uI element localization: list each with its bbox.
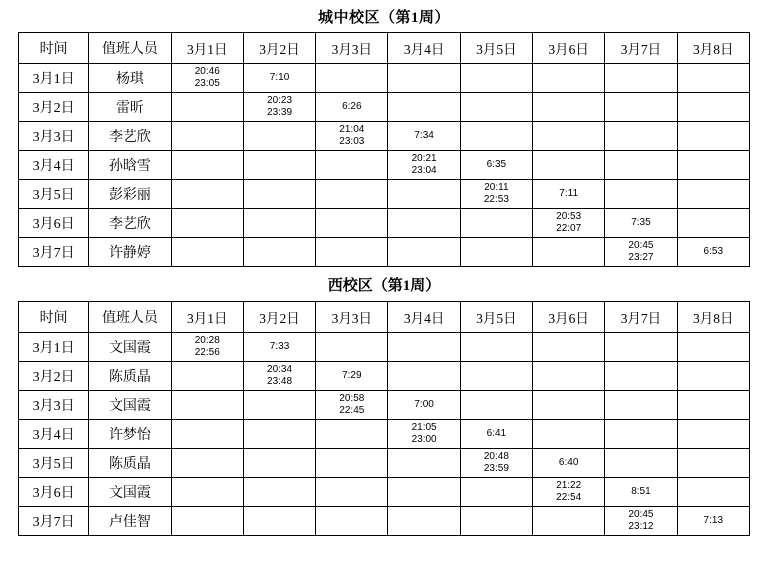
time-cell [677,93,749,122]
time-cell [605,507,677,536]
time-cell [533,507,605,536]
row-date: 3月1日 [19,333,89,362]
header-date-6: 3月6日 [533,302,605,333]
time-in: 20:45 [628,239,654,251]
time-cell [243,333,315,362]
time-cell [460,238,532,267]
time-cell [243,209,315,238]
time-cell [388,333,460,362]
time-in: 20:11 [484,181,509,193]
time-morning: 7:13 [703,515,724,527]
time-in: 20:53 [556,210,582,222]
time-cell [605,238,677,267]
time-morning: 7:33 [269,341,290,353]
time-in: 21:22 [556,479,582,491]
time-morning: 7:29 [342,370,362,382]
schedule-table-xixiaoqu [18,301,750,536]
table-header-row [19,33,750,64]
time-cell [171,333,243,362]
time-in: 21:05 [411,421,437,433]
time-cell [533,478,605,507]
time-cell [533,420,605,449]
time-cell [677,238,749,267]
time-cell [460,362,532,391]
table-row [19,238,750,267]
time-cell [388,93,460,122]
time-cell [316,362,388,391]
section-title-chengzhong: 城中校区（第1周） [317,10,450,26]
table-row [19,478,750,507]
time-cell [243,478,315,507]
time-cell [605,333,677,362]
time-cell [460,93,532,122]
time-cell [605,64,677,93]
header-date-4: 3月4日 [388,302,460,333]
time-cell [316,333,388,362]
time-in: 20:28 [194,334,220,346]
time-cell [316,122,388,151]
time-cell [605,93,677,122]
time-cell [460,420,532,449]
time-cell [605,362,677,391]
row-date: 3月3日 [19,391,89,420]
time-morning: 6:53 [703,246,724,258]
time-cell [677,449,749,478]
time-cell [677,122,749,151]
table-header-row [19,302,750,333]
time-cell [533,122,605,151]
time-cell [171,180,243,209]
header-date-3: 3月3日 [316,33,388,64]
row-date: 3月4日 [19,151,89,180]
time-out: 23:04 [411,165,437,176]
time-cell [388,180,460,209]
table-row [19,93,750,122]
row-date: 3月6日 [19,209,89,238]
row-person: 李艺欣 [89,122,171,151]
section-title-xixiaoqu: 西校区（第1周） [327,278,441,294]
time-out: 23:05 [194,78,220,89]
time-cell [243,238,315,267]
header-date-1: 3月1日 [171,302,243,333]
time-cell [533,391,605,420]
header-date-4: 3月4日 [388,33,460,64]
time-cell [316,238,388,267]
time-out: 22:07 [556,223,582,234]
row-date: 3月3日 [19,122,89,151]
time-cell [243,391,315,420]
time-cell [316,391,388,420]
table-row [19,507,750,536]
time-out: 22:54 [556,492,582,503]
time-out: 23:48 [267,376,293,387]
time-cell [605,420,677,449]
time-in: 20:58 [339,392,365,404]
time-cell [243,93,315,122]
time-cell [677,209,749,238]
time-out: 22:53 [483,194,509,205]
time-cell [316,93,388,122]
time-cell [605,391,677,420]
time-cell [388,449,460,478]
time-cell [243,507,315,536]
time-cell [171,122,243,151]
time-cell [243,362,315,391]
table-row [19,362,750,391]
table-row [19,64,750,93]
time-cell [460,391,532,420]
time-cell [533,151,605,180]
time-cell [533,238,605,267]
time-cell [605,478,677,507]
header-date-5: 3月5日 [460,33,532,64]
time-cell [533,180,605,209]
time-in: 20:23 [267,94,293,106]
time-cell [605,122,677,151]
row-person: 文国霞 [89,478,171,507]
time-cell [171,238,243,267]
row-person: 文国霞 [89,333,171,362]
time-cell [316,420,388,449]
row-date: 3月2日 [19,362,89,391]
table-row [19,151,750,180]
time-morning: 7:35 [631,217,651,229]
time-cell [605,209,677,238]
time-in: 20:21 [411,152,437,164]
time-in: 20:45 [628,508,654,520]
time-cell [388,238,460,267]
row-date: 3月5日 [19,180,89,209]
time-cell [171,391,243,420]
time-cell [316,64,388,93]
time-cell [533,449,605,478]
time-cell [460,333,532,362]
time-cell [677,420,749,449]
time-cell [171,64,243,93]
time-cell [460,151,532,180]
time-out: 23:59 [483,463,509,474]
time-cell [533,333,605,362]
header-date-8: 3月8日 [677,33,749,64]
header-date-7: 3月7日 [605,33,677,64]
time-cell [316,209,388,238]
time-cell [677,391,749,420]
time-cell [677,478,749,507]
time-cell [171,362,243,391]
header-person: 值班人员 [89,302,171,333]
row-date: 3月4日 [19,420,89,449]
time-morning: 8:51 [631,486,651,498]
row-person: 许梦怡 [89,420,171,449]
time-cell [388,122,460,151]
time-cell [388,151,460,180]
time-cell [171,478,243,507]
row-person: 雷昕 [89,93,171,122]
time-cell [605,151,677,180]
header-date-2: 3月2日 [243,33,315,64]
row-person: 杨琪 [89,64,171,93]
time-cell [388,478,460,507]
time-morning: 7:11 [559,188,579,200]
time-cell [316,151,388,180]
row-date: 3月7日 [19,507,89,536]
row-date: 3月5日 [19,449,89,478]
time-cell [533,93,605,122]
time-in: 20:34 [267,363,293,375]
row-person: 李艺欣 [89,209,171,238]
time-cell [243,449,315,478]
time-morning: 7:00 [414,399,434,411]
time-morning: 6:41 [486,428,507,440]
time-in: 21:04 [339,123,365,135]
header-time: 时间 [19,33,89,64]
time-cell [460,180,532,209]
time-cell [460,64,532,93]
time-cell [605,180,677,209]
header-time: 时间 [19,302,89,333]
row-person: 孙晗雪 [89,151,171,180]
time-cell [677,151,749,180]
time-cell [316,180,388,209]
table-row [19,420,750,449]
time-cell [316,507,388,536]
time-cell [460,449,532,478]
time-cell [460,122,532,151]
row-date: 3月7日 [19,238,89,267]
table-row [19,209,750,238]
time-morning: 6:35 [486,159,507,171]
time-cell [533,64,605,93]
time-cell [243,122,315,151]
time-cell [388,209,460,238]
row-person: 文国霞 [89,391,171,420]
row-date: 3月2日 [19,93,89,122]
time-out: 23:27 [628,252,654,263]
header-date-2: 3月2日 [243,302,315,333]
row-date: 3月6日 [19,478,89,507]
row-person: 许静婷 [89,238,171,267]
time-out: 23:00 [411,434,437,445]
time-out: 22:56 [194,347,220,358]
time-cell [316,449,388,478]
row-date: 3月1日 [19,64,89,93]
table-row [19,449,750,478]
time-cell [677,507,749,536]
row-person: 卢佳智 [89,507,171,536]
time-cell [388,391,460,420]
header-date-3: 3月3日 [316,302,388,333]
row-person: 彭彩丽 [89,180,171,209]
header-date-5: 3月5日 [460,302,532,333]
time-out: 22:45 [339,405,365,416]
time-morning: 6:40 [558,457,579,469]
schedule-table-chengzhong [18,32,750,267]
time-cell [533,209,605,238]
time-cell [171,209,243,238]
time-cell [677,333,749,362]
time-morning: 7:34 [414,130,434,142]
table-body-xixiaoqu [19,333,750,536]
time-cell [460,478,532,507]
time-cell [243,180,315,209]
header-date-6: 3月6日 [533,33,605,64]
header-date-1: 3月1日 [171,33,243,64]
row-person: 陈质晶 [89,449,171,478]
time-cell [460,209,532,238]
time-in: 20:46 [194,65,220,77]
time-cell [388,507,460,536]
row-person: 陈质晶 [89,362,171,391]
time-cell [316,478,388,507]
time-cell [677,362,749,391]
time-cell [171,420,243,449]
time-cell [171,507,243,536]
header-date-8: 3月8日 [677,302,749,333]
time-out: 23:03 [339,136,365,147]
time-out: 23:12 [628,521,654,532]
header-person: 值班人员 [89,33,171,64]
time-cell [388,420,460,449]
time-cell [388,362,460,391]
time-cell [243,151,315,180]
time-cell [171,449,243,478]
time-cell [677,64,749,93]
time-cell [533,362,605,391]
time-cell [460,507,532,536]
table-row [19,180,750,209]
time-cell [171,151,243,180]
table-row [19,391,750,420]
time-cell [171,93,243,122]
header-date-7: 3月7日 [605,302,677,333]
time-out: 23:39 [267,107,293,118]
time-cell [243,64,315,93]
table-body-chengzhong [19,64,750,267]
time-morning: 7:10 [269,72,290,84]
time-cell [677,180,749,209]
table-row [19,333,750,362]
time-morning: 6:26 [342,101,362,113]
time-cell [388,64,460,93]
time-cell [243,420,315,449]
time-cell [605,449,677,478]
time-in: 20:48 [483,450,509,462]
table-row [19,122,750,151]
